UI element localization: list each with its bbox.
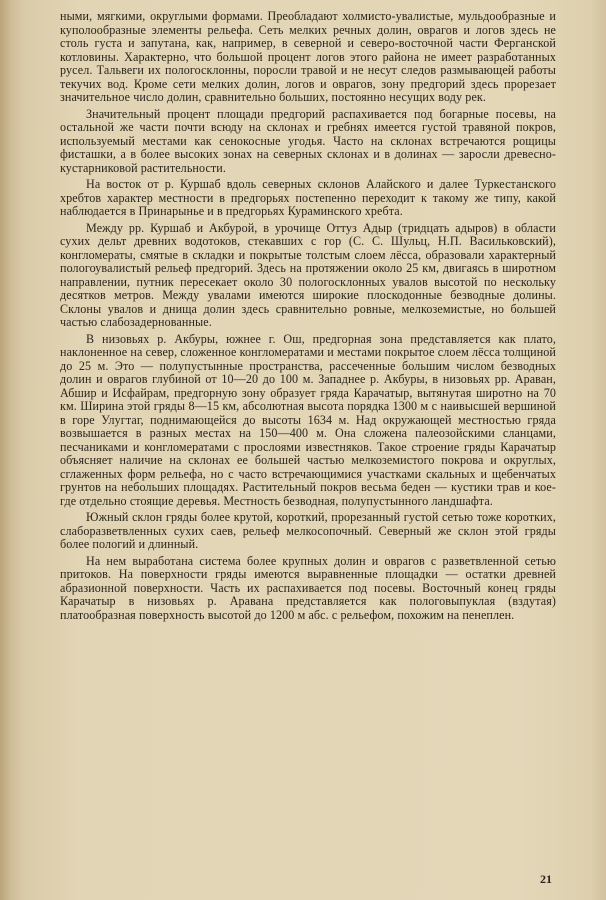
page-number: 21 (540, 872, 552, 886)
paragraph: На нем выработана система более крупных долин и оврагов с разветвленной сетью притоков. На поверхности гряды имеются выравненные площадки — остатки древней абразионной поверхности. Часть их распахивается под посевы. Восточный конец гряды Карачатыр в низовьях р. Аравана представляется как пологовыпуклая (вздутая) платообразная поверхность высотой до 1200 м абс. с рельефом, похожим на пенеплен. (60, 553, 556, 622)
paragraph: В низовьях р. Акбуры, южнее г. Ош, предгорная зона представляется как плато, наклоненное на север, сложенное конгломератами и местами покрытое слоем лёсса толщиной до 25 м. Это — полупустынные пространства, рассеченные большим числом безводных долин и оврагов глубиной от 10—20 до 100 м. Западнее р. Акбуры, в низовьях рр. Араван, Абшир и Исфайрам, предгорную зону образует гряда Карачатыр, вытянутая широтно на 70 км. Ширина этой гряды 8—15 км, абсолютная высота порядка 1300 м с наивысшей вершиной в горе Улугтаг, поднимающейся до высоты 1634 м. Над окружающей местностью гряда возвышается в разных местах на 150—400 м. Она сложена палеозойскими сланцами, песчаниками и конгломератами с прослоями известняков. Такое строение гряды Карачатыр объясняет наличие на склонах ее большей частью мелкоземистого покрова и округлых, сглаженных форм рельефа, но с часто встречающимися участками скальных и щебенчатых грунтов на небольших площадях. Растительный покров весьма беден — кустики трав и кое-где отдельно стоящие деревья. Местность безводная, полупустынного ландшафта. (60, 331, 556, 508)
paragraph: На восток от р. Куршаб вдоль северных склонов Алайского и далее Туркестанского хребтов характер местности в предгорьях постепенно переходит к такому же типу, какой наблюдается в Принарынье и в предгорьях Кураминского хребта. (60, 177, 556, 218)
body-text (60, 10, 556, 625)
paragraph: ными, мягкими, округлыми формами. Преобладают холмисто-увалистые, мульдообразные и куполообразные элементы рельефа. Сеть мелких речных долин, оврагов и логов здесь не столь густа и запутана, как, например, в северной и северо-восточной части Ферганской котловины. Характерно, что большой процент логов этого района не имеет разработанных русел. Тальвеги их пологосклонны, поросли травой и не несут следов размывающей работы текучих вод. Кроме сети мелких долин, логов и оврагов, зону предгорий здесь прорезает значительное число долин, сравнительно больших, постоянно несущих воду рек. (60, 9, 556, 104)
paragraph: Значительный процент площади предгорий распахивается под богарные посевы, на остальной же части почти всюду на склонах и гребнях имеется густой травяной покров, используемый местами как сенокосные угодья. Часто на склонах встречаются рощицы фисташки, а в более высоких зонах на северных склонах и в долинах — заросли древесно-кустарниковой растительности. (60, 106, 556, 175)
paragraph: Южный склон гряды более крутой, короткий, прорезанный густой сетью тоже коротких, слаборазветвленных сухих саев, рельеф мелкосопочный. Северный же склон этой гряды более пологий и длинный. (60, 510, 556, 551)
paragraph: Между рр. Куршаб и Акбурой, в урочище Оттуз Адыр (тридцать адыров) в области сухих дельт древних водотоков, стекавших с гор (С. С. Шульц, Н.П. Васильковский), конгломераты, смятые в складки и покрытые толстым слоем лёсса, образовали характерный пологоувалистый рельеф предгорий. Здесь на протяжении около 25 км, двигаясь в широтном направлении, путник пересекает около 30 пологосклонных увалов высотой по нескольку десятков метров. Между увалами имеются широкие плоскодонные безводные долины. Склоны увалов и днища долин здесь сравнительно ровные, мелкоземистые, но большей частью слабозадернованные. (60, 220, 556, 329)
